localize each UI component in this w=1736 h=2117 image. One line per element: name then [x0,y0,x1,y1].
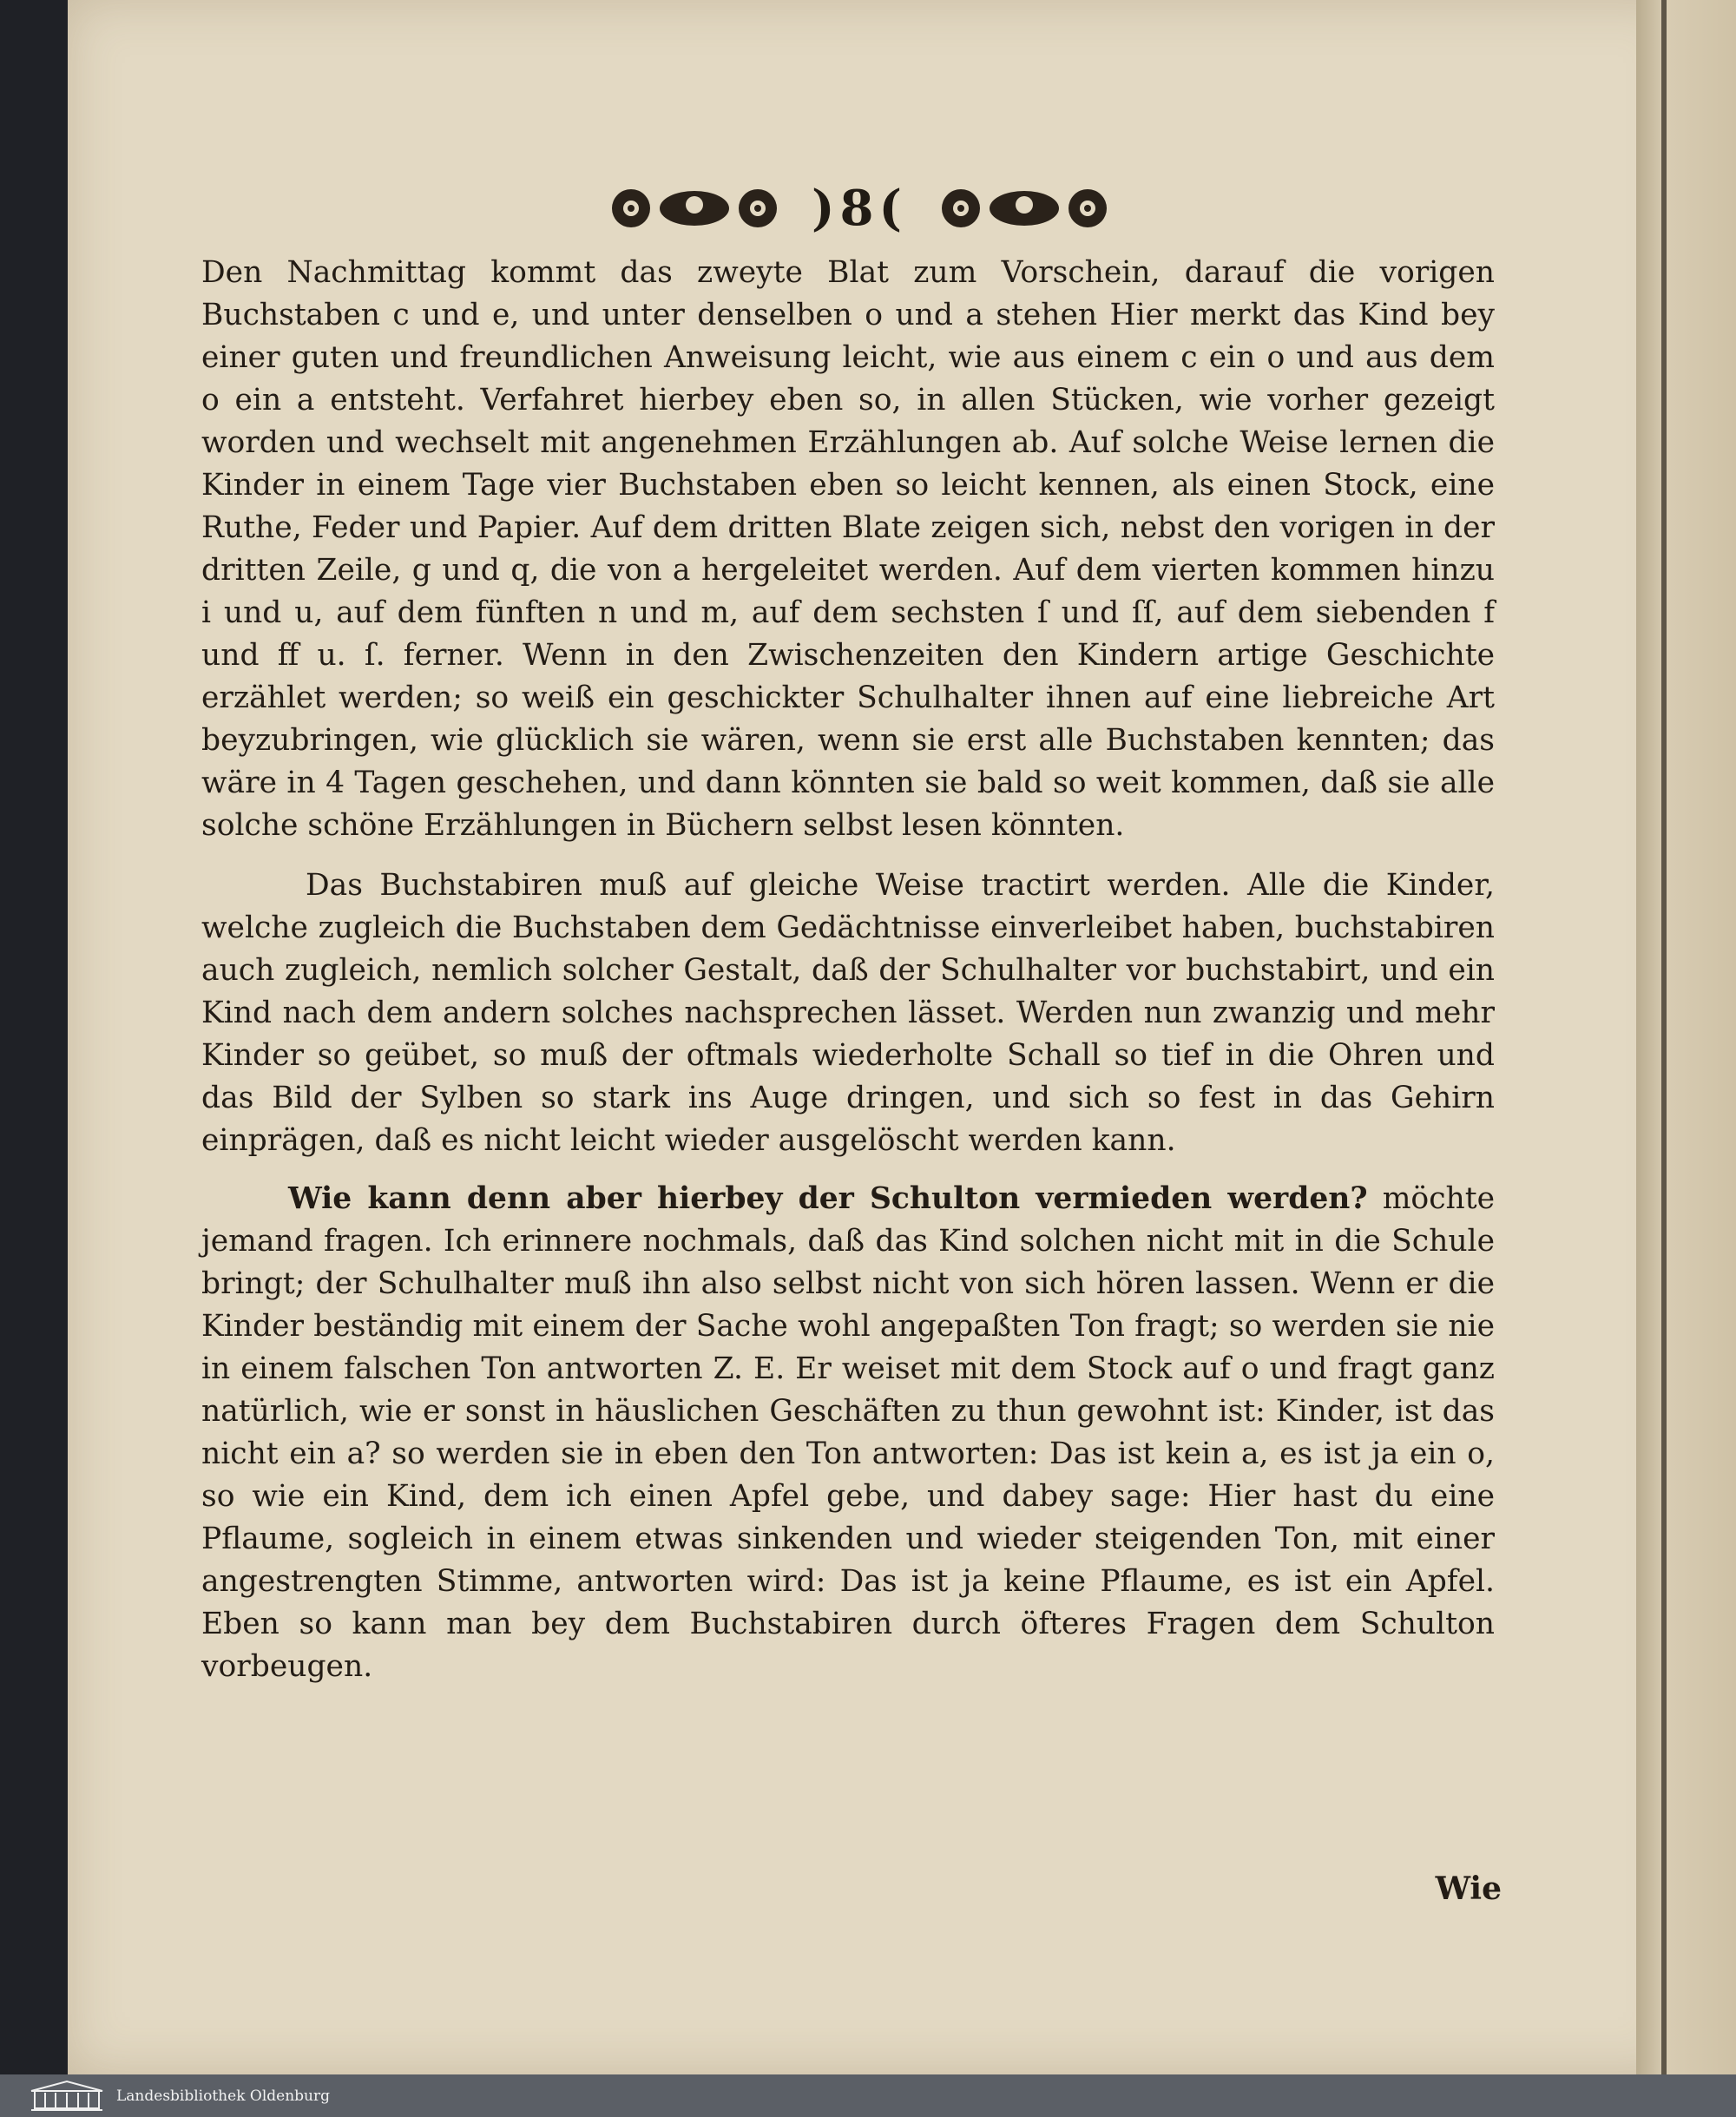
paragraph-3-question: Wie kann denn aber hierbey der Schulton vermieden werden? [288,1181,1368,1216]
page-fold-shadow [1661,0,1667,2074]
ornament-right-icon [933,184,1115,233]
paragraph-3 [201,1178,1495,1688]
paragraph-2: Das Buchstabiren muß auf gleiche Weise tractirt werden. Alle die Kinder, welche zugleich die Buchstaben dem Gedächtnisse einverleibet haben, buchstabiren auch zugleich, nemlich solcher Gestalt, daß der Schulhalter vor buchstabirt, und ein Kind nach dem andern solches nachsprechen lässet. Werden nun zwanzig und mehr Kinder so geübet, so muß der oftmals wiederholte Schall so tief in die Ohren und das Bild der Sylben so stark ins Auge dringen, und sich so fest in das Gehirn einprägen, daß es nicht leicht wieder ausgelöscht werden kann. [201,868,1495,1158]
ornament-left-icon [603,184,786,233]
library-name: Landesbibliothek Oldenburg [116,2087,331,2105]
page-header [556,178,1163,239]
body-text [201,252,1495,1688]
paragraph-3-text: möchte jemand fragen. Ich erinnere nochmals, daß das Kind solchen nicht mit in die Schule bringt; der Schulhalter muß ihn also selbst nicht von sich hören lassen. Wenn er die Kinder beständig mit einem der Sache wohl angepaßten Ton fragt; so werden sie nie in einem falschen Ton antworten Z. E. Er weiset mit dem Stock auf o und fragt ganz natürlich, wie er sonst in häuslichen Geschäften zu thun gewohnt ist: Kinder, ist das nicht ein a? so werden sie in eben den Ton antworten: Das ist kein a, es ist ja ein o, so wie ein Kind, dem ich einen Apfel gebe, und dabey sage: Hier hast du eine Pflaume, sogleich in einem etwas sinkenden und wieder steigenden Ton, mit einer angestrengten Stimme, antworten wird: Das ist ja keine Pflaume, es ist ein Apfel. Eben so kann man bey dem Buchstabiren durch öfteres Fragen dem Schulton vorbeugen. [201,1181,1496,1684]
library-building-icon [28,2079,106,2114]
facing-page-edge [1636,0,1736,2074]
page-number: )8( [812,180,907,237]
paragraph-1: Den Nachmittag kommt das zweyte Blat zum Vorschein, darauf die vorigen Buchstaben c und e, und unter denselben o und a stehen Hier merkt das Kind bey einer guten und freundlichen Anweisung leicht, wie aus einem c ein o und aus dem o ein a entsteht. Verfahret hierbey eben so, in allen Stücken, wie vorher gezeigt worden und wechselt mit angenehmen Erzählungen ab. Auf solche Weise lernen die Kinder in einem Tage vier Buchstaben eben so leicht kennen, als einen Stock, eine Ruthe, Feder und Papier. Auf dem dritten Blate zeigen sich, nebst den vorigen in der dritten Zeile, g und q, die von a hergeleitet werden. Auf dem vierten kommen hinzu i und u, auf dem fünften n und m, auf dem sechsten ſ und ſſ, auf dem siebenden f und ff u. ſ. ferner. Wenn in den Zwischenzeiten den Kindern artige Geschichte erzählet werden; so weiß ein geschickter Schulhalter ihnen auf eine liebreiche Art beyzubringen, wie glücklich sie wären, wenn sie erst alle Buchstaben kennten; das wäre in 4 Tagen geschehen, und dann könnten sie bald so weit kommen, daß sie alle solche schöne Erzählungen in Büchern selbst lesen könnten. [201,255,1495,843]
library-footer [0,2074,1736,2117]
catchword: Wie [1435,1870,1502,1907]
